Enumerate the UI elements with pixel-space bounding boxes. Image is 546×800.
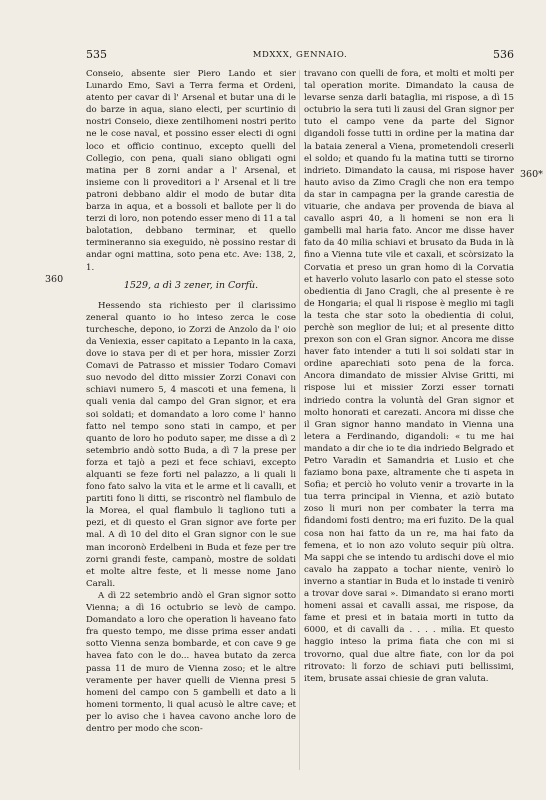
- running-header: [86, 48, 514, 64]
- column-divider: [299, 70, 300, 770]
- right-column: [304, 68, 514, 768]
- left-column: [86, 68, 296, 768]
- page-number-right: 536: [493, 48, 514, 61]
- margin-number-right: 360*: [520, 169, 543, 180]
- running-title: MDXXX, GENNAIO.: [252, 50, 348, 60]
- entry-title: 1529, a dì 3 zener, in Corfù.: [123, 279, 259, 291]
- margin-number-left: 360: [45, 274, 64, 285]
- paragraph-vienna-siege: A dì 22 setembrio andò el Gran signor sotto Vienna; a dì 16 octubrio se levò de campo. Domandato a loro che operation li haveano fato fra questo tempo, me disse prima esser andati sotto Vienna senza bombarde, et con cave 9 ge havea fato con le do... havea butato da zerca passa 11 de muro de Vienna zoso; et le altre veramente per haver quelli de Vienna presi 5 homeni del campo con 5 gambelli et dato a li homeni tormento, li qual acusò le altre cave; et per lo aviso che i havea cavono anche loro de dentro per modo che scon-: [86, 590, 296, 734]
- page-number-left: 535: [86, 48, 107, 61]
- paragraph-deposition: Hessendo sta richiesto per il clarissimo zeneral quanto io ho inteso zerca le cose turchesche, depono, io Zorzi de Anzolo da l' oio da Veniexia, esser capitato a Lepanto in la caxa, dove io stava per di et per hora, missier Zorzi Comavi de Patrasso et missier Todaro Comavi suo nevodo del ditto missier Zorzi Conavi con schiavi numero 5, 4 mascoti et una femena, li quali venia dal campo del Gran signor, et era soi soldati; et domandato a loro come l' hanno fatto nel tempo sono stati in campo, et per quanto de loro ho poduto saper, me disse a dì 2 setembrio andò sotto Buda, a dì 7 la prese per forza et tajò a pezi et fece schiavi, excepto alquanti se feze forti nel palazzo, a li quali li fono fato salvo la vita et le arme et li cavalli, et partiti fono li ditti, se riscontrò nel flambulo de la Morea, el qual flambulo li tagliono tuti a pezi, et di questo el Gran signor ave forte per mal. A dì 10 del dito el Gran signor con le sue man incoronò Erdelbeni in Buda et feze per tre zorni grandi feste, campanò, mostre de soldati et molte altre feste, et li messe nome Jano Carali.: [86, 300, 296, 589]
- paragraph-continuation: travano con quelli de fora, et molti et molti per tal operation morite. Dimandato la causa de levarse senza darli bataglia, mi rispose, a dì 15 octubrio la sera tuti li zausi del Gran signor per tuto el campo vene da parte del Signor digandoli fosse tutti in ordine per la matina dar la bataia zeneral a Viena, prometendoli creserli el soldo; et quando fu la matina tutti se tirorno indrieto. Dimandato la causa, mi rispose haver hauto aviso da Zimo Cragli che non era tempo da star in campagna per la grande carestia de vituarie, che andava per provenda de biava al cavallo aspri 40, a li homeni se non era li gambelli mal haria fato. Ancor me disse haver fato da 40 milia schiavi et brusato da Buda in là fino a Vienna tute vile et caxali, et scòrsizato la Corvatia et preso un gran homo di la Corvatia et haverlo voluto lasarlo con pato el stesse soto obedientia di Jano Cragli, che al presente è re de Hongaria; el qual li rispose è meglio mi tagli la testa che star soto la obedientia di colui, perchè son meglior de lui; et al presente ditto prexon son con el Gran signor. Ancora me disse haver fato intender a tuti li soi soldati star in ordine aparechiati soto pena de la forca. Ancora dimandato de missier Alvise Gritti, mi rispose lui et missier Zorzi esser tornati indriedo contra la voluntà del Gran signor et molto honorati et carezati. Ancora mi disse che il Gran signor hanno mandato in Vienna una letera a Ferdinando, digandoli: « tu me hai mandato a dir che io te dia indriedo Belgrado et Petro Varadin et Samandria et Lusio et che faziamo bona paxe, altramente che ti aspeta in Sofia; et perciò ho voluto venir a trovarte in la tua terra principal in Vienna, et aziò butato zoso li muri non per combater la terra ma fidandomi fosti dentro; ma eri fuzito. De la qual cosa non hai fatto da un re, ma hai fato da femena, et io non azo voluto sequir più oltra. Ma sappi che se intendo tu ardischi dove el mio cavalo ha zappato a tochar niente, venirò lo inverno a stantiar in Buda et lo instade ti venirò a trovar dove sarai ». Dimandato si erano morti homeni assai et cavalli assai, me rispose, da fame et presi et in bataia morti in tutto da 6000, et di cavalli da . . . . milia. Et questo haggio inteso la prima fiata che con mi si trovorno, qual due altre fiate, con lor da poi ritrovato: li forzo de schiavi puti bellissimi, item, brusate assai chiesie de gran valuta.: [304, 69, 514, 684]
- paragraph-council-decree: Conseio, absente sier Piero Lando et sier Lunardo Emo, Savi a Terra ferma et Ordeni, atento per cavar di l' Arsenal et butar una di le do barze in aqua, siano electi, per scurtinio di nostri Conseio, diexe zentilhomeni nostri perito ne le cose naval, et possino esser electi di ogni loco et officio continuo, excepto quelli del Collegio, con pena, quali siano obligati ogni matina per 8 zorni andar a l' Arsenal, et insieme con li proveditori a l' Arsenal et li tre patroni debbano aldir el modo de butar dita barza in aqua, et a bossoli et ballote per li do terzi di loro, non potendo esser meno di 11 a tal balotation, debbano terminar, et quello termineranno sia exeguido, nè possino restar di andar ogni mattina, soto pena etc. Ave: 138, 2, 1.: [86, 69, 296, 273]
